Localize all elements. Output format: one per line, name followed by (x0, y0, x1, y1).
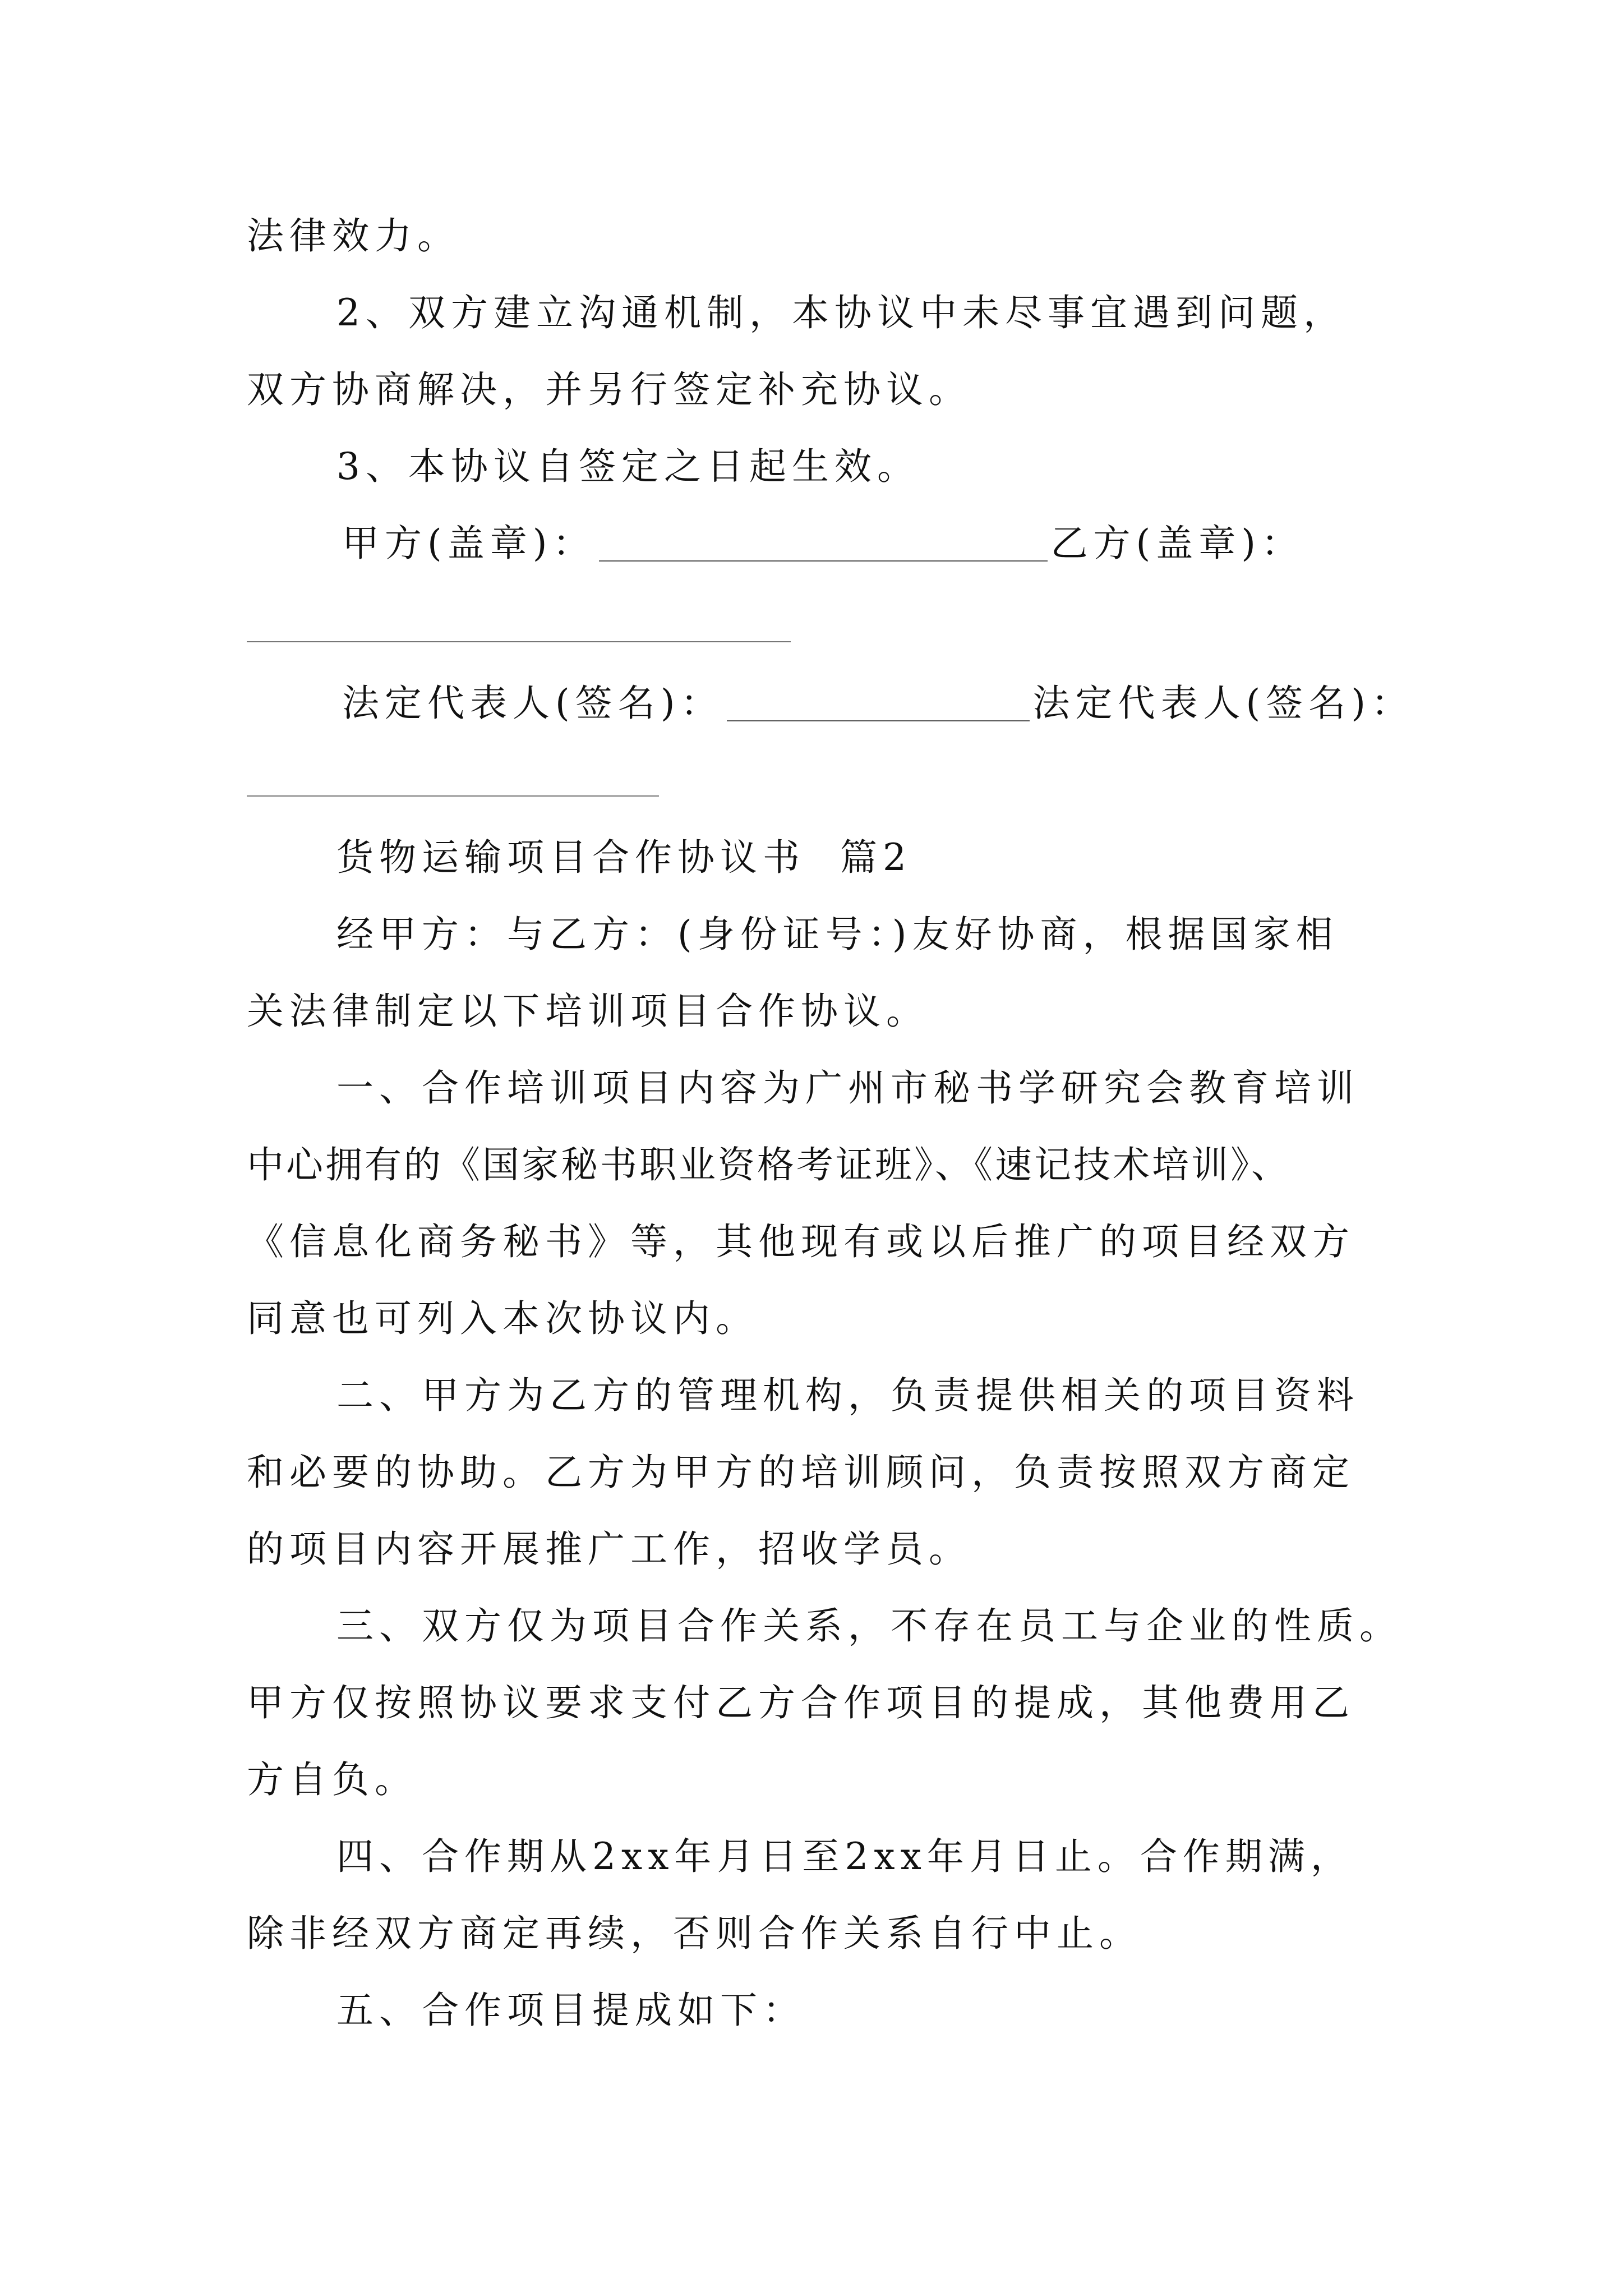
party-b-seal-blank (247, 641, 791, 642)
rep-b-blank (247, 795, 659, 797)
paragraph-line: 关法律制定以下培训项目合作协议。 (247, 990, 929, 1033)
rep-a-blank (727, 720, 1030, 721)
seal-signature-row (342, 505, 1304, 582)
paragraph-line: 法律效力。 (247, 214, 460, 257)
rep-a-label: 法定代表人(签名)： (342, 682, 723, 725)
paragraph-line: 经甲方：与乙方：(身份证号：)友好协商，根据国家相 (336, 913, 1339, 956)
representative-signature-row (342, 665, 1414, 742)
paragraph-line: 甲方仅按照协议要求支付乙方合作项目的提成，其他费用乙 (247, 1681, 1355, 1724)
section-title: 货物运输项目合作协议书 篇2 (336, 836, 912, 879)
party-a-seal-label: 甲方(盖章)： (342, 522, 596, 565)
paragraph-line: 三、双方仅为项目合作关系，不存在员工与企业的性质。 (336, 1604, 1402, 1648)
paragraph-line: 3、本协议自签定之日起生效。 (336, 445, 920, 488)
paragraph-line: 双方协商解决，并另行签定补充协议。 (247, 368, 971, 411)
paragraph-line: 一、合作培训项目内容为广州市秘书学研究会教育培训 (336, 1066, 1359, 1110)
paragraph-line: 二、甲方为乙方的管理机构，负责提供相关的项目资料 (336, 1374, 1359, 1417)
paragraph-line: 四、合作期从2xx年月日至2xx年月日止。合作期满， (336, 1835, 1353, 1878)
paragraph-line: 中心拥有的《国家秘书职业资格考证班》、《速记技术培训》、 (247, 1143, 1290, 1186)
paragraph-line: 除非经双方商定再续，否则合作关系自行中止。 (247, 1912, 1142, 1955)
paragraph-line: 《信息化商务秘书》等，其他现有或以后推广的项目经双方 (247, 1220, 1355, 1263)
party-a-seal-blank (599, 560, 1048, 562)
paragraph-line: 同意也可列入本次协议内。 (247, 1297, 758, 1340)
paragraph-line: 五、合作项目提成如下： (336, 1989, 805, 2032)
paragraph-line: 2、双方建立沟通机制，本协议中未尽事宜遇到问题， (336, 291, 1346, 334)
paragraph-line: 和必要的协助。乙方为甲方的培训顾问，负责按照双方商定 (247, 1451, 1355, 1494)
paragraph-line: 的项目内容开展推广工作，招收学员。 (247, 1527, 971, 1571)
rep-b-label: 法定代表人(签名)： (1032, 682, 1414, 725)
paragraph-line: 方自负。 (247, 1758, 417, 1801)
party-b-seal-label: 乙方(盖章)： (1050, 522, 1304, 565)
